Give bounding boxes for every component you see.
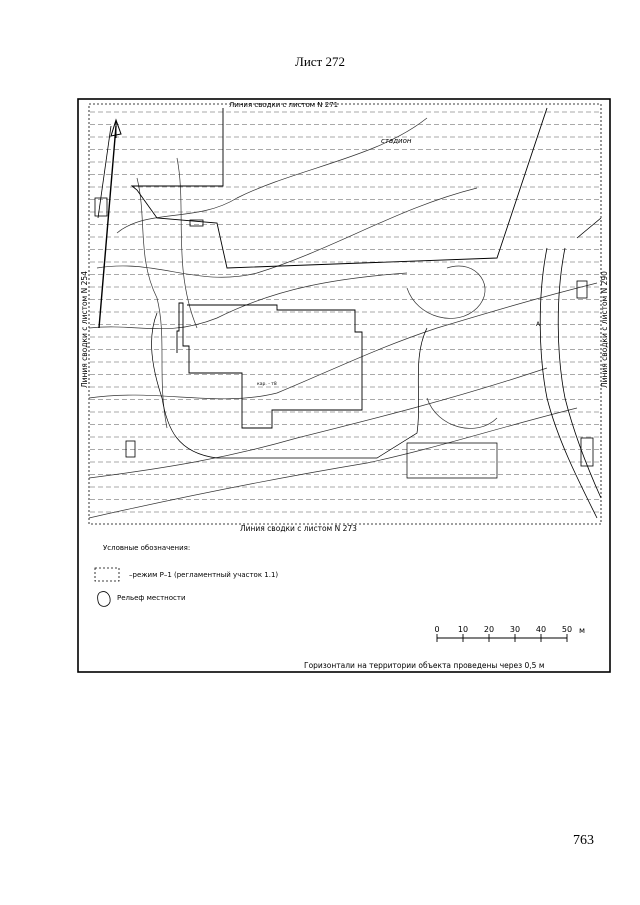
outer-frame bbox=[78, 99, 610, 672]
road-marker: А bbox=[536, 321, 541, 328]
stadium-label: стадион bbox=[381, 137, 412, 145]
scale-unit: м bbox=[579, 626, 586, 635]
legend-item-regime: –режим Р–1 (регламентный участок 1.1) bbox=[129, 571, 279, 579]
scale-tick-label: 40 bbox=[535, 625, 547, 634]
scale-tick-label: 20 bbox=[483, 625, 495, 634]
match-line-bottom: Линия сводки с листом N 273 bbox=[240, 524, 357, 533]
scale-tick-label: 30 bbox=[509, 625, 521, 634]
page-number: 763 bbox=[573, 833, 594, 848]
sheet-title: Лист 272 bbox=[295, 54, 345, 69]
legend-item-relief: Рельеф местности bbox=[117, 594, 186, 602]
scale-tick-label: 0 bbox=[434, 625, 440, 634]
scale-tick-label: 10 bbox=[457, 625, 469, 634]
map-frame bbox=[77, 98, 611, 673]
building-label: кар. - т8 bbox=[257, 382, 277, 387]
scale-tick-label: 50 bbox=[561, 625, 573, 634]
match-line-top: Линия сводки с листом N 271 bbox=[229, 101, 339, 109]
footnote: Горизонтали на территории объекта проведены через 0,5 м bbox=[304, 661, 545, 670]
match-line-left: Линия сводки с листом N 254 bbox=[80, 271, 89, 388]
match-line-right: Линия сводки с листом N 290 bbox=[600, 271, 609, 388]
legend-title: Условные обозначения: bbox=[103, 544, 191, 552]
